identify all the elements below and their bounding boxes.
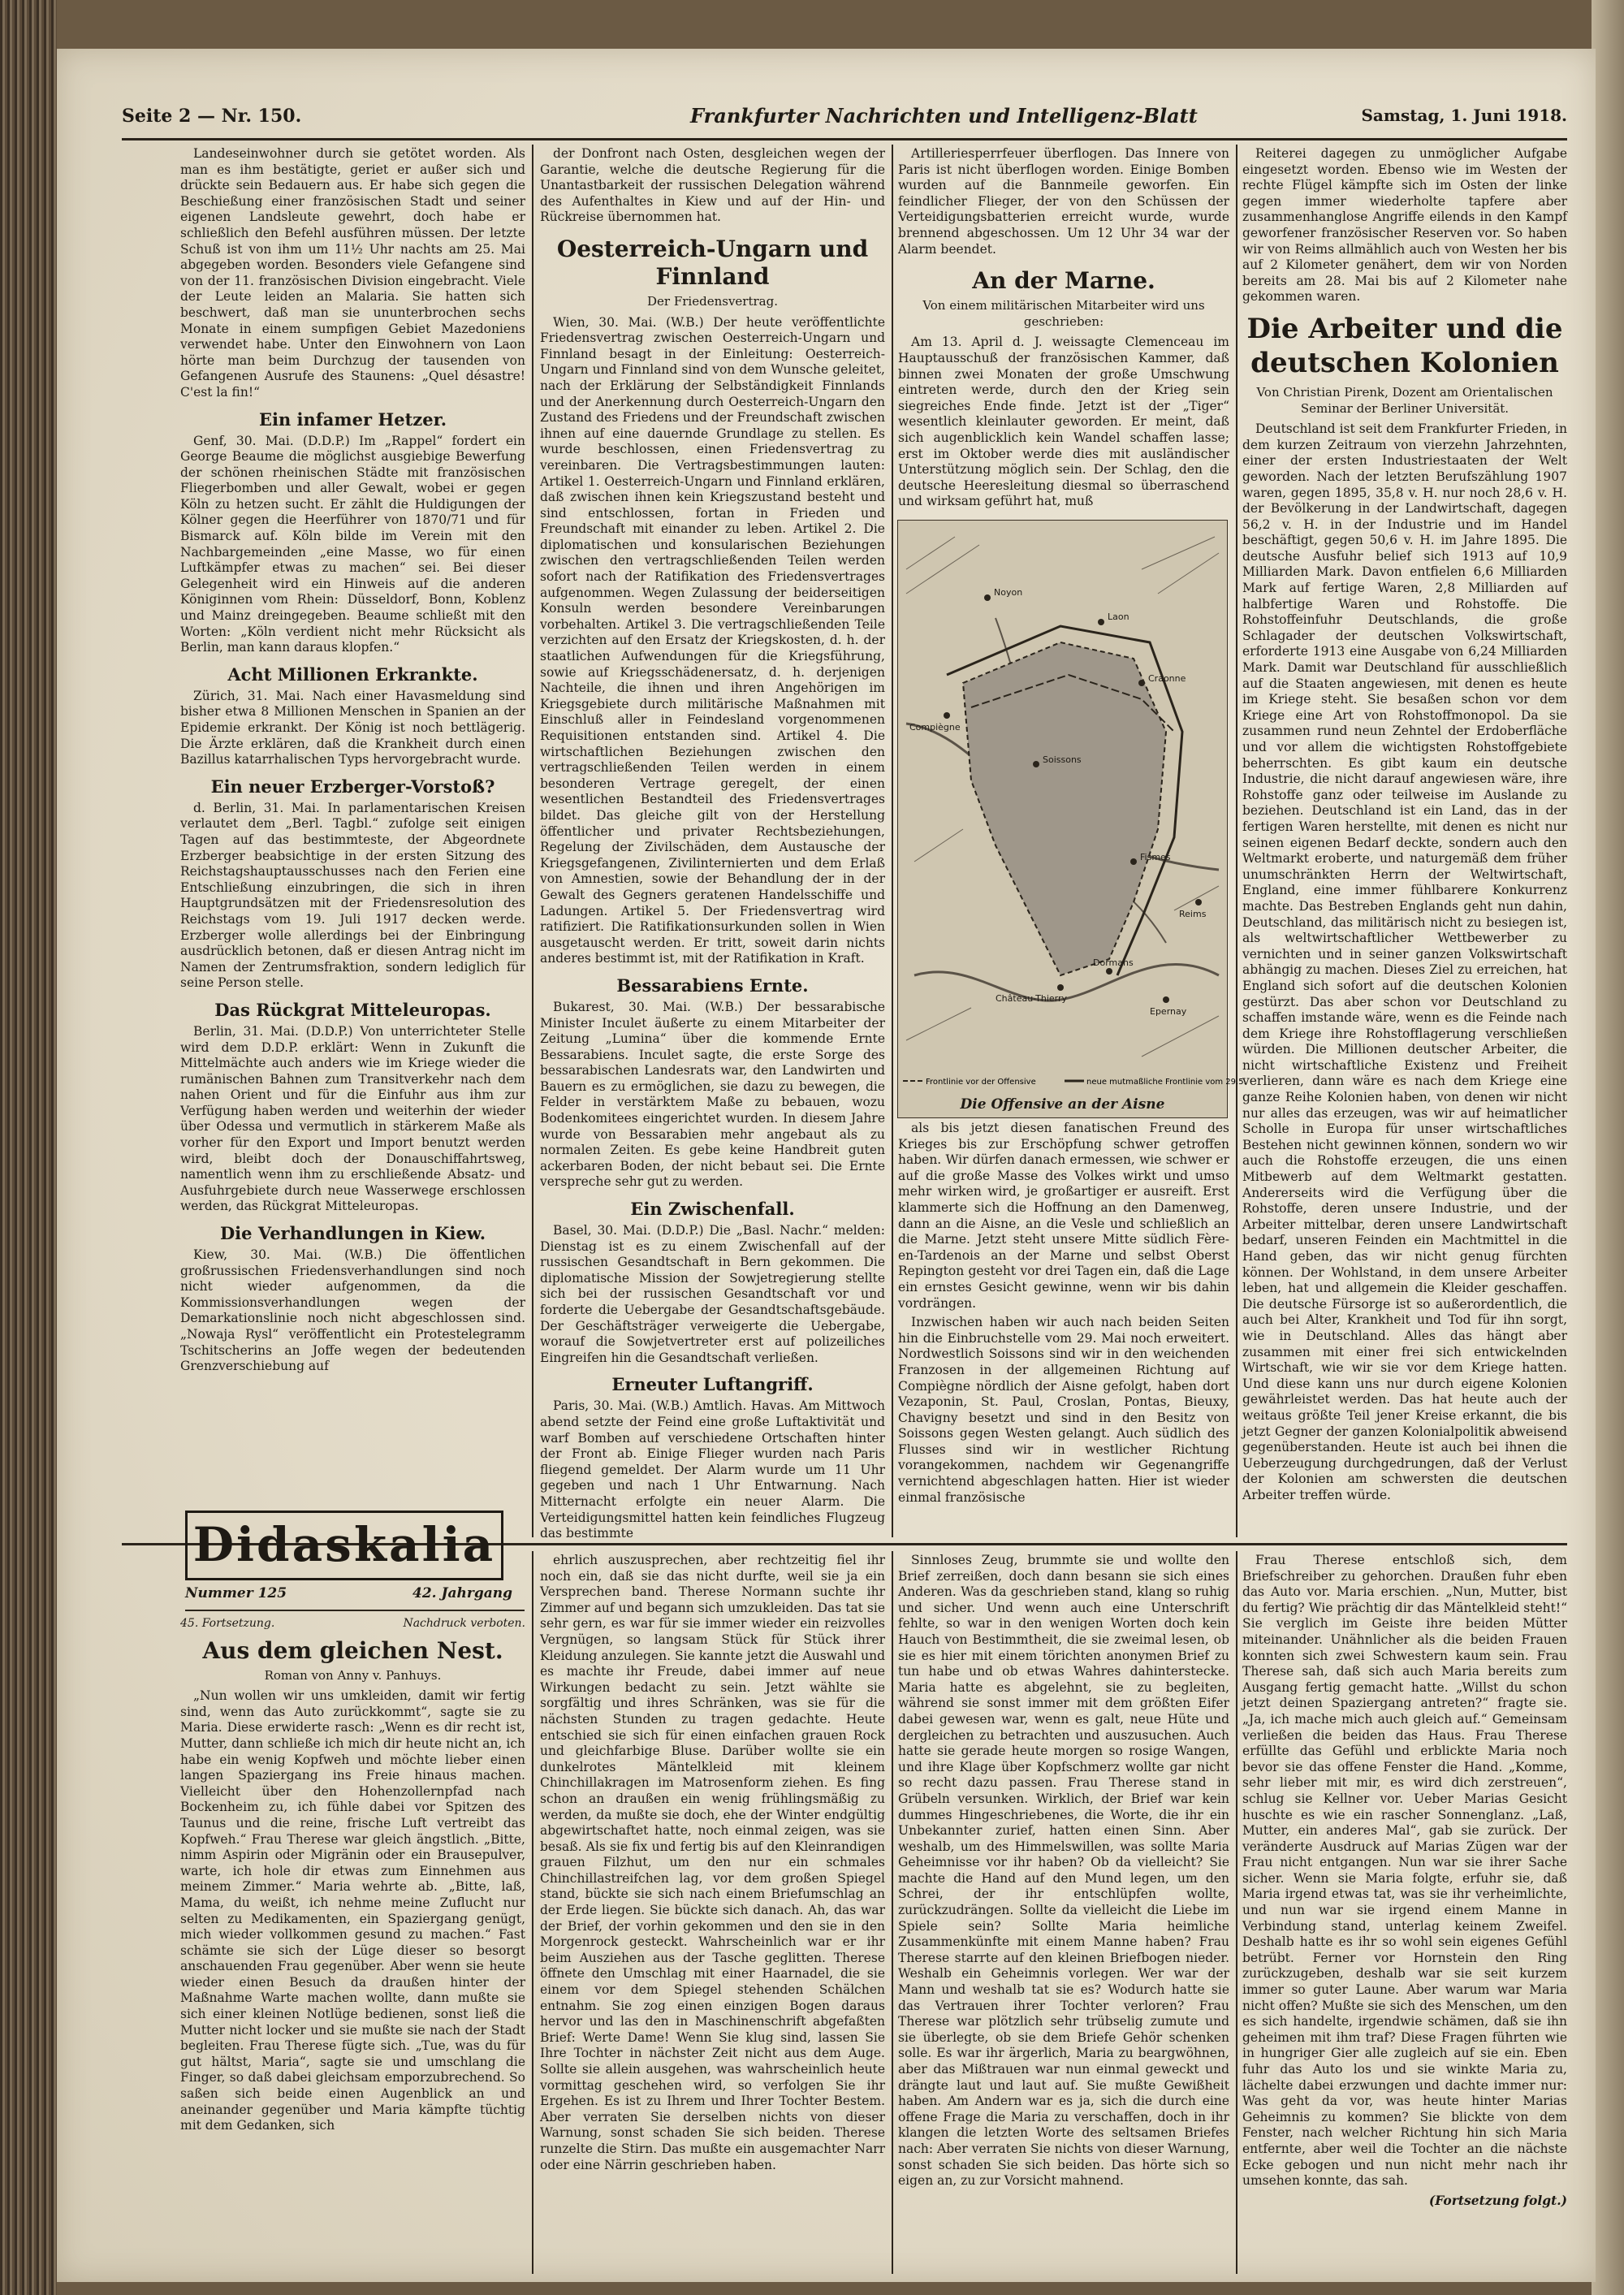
article-headline: Acht Millionen Erkrankte. bbox=[227, 663, 478, 685]
article-headline: Das Rückgrat Mitteleuropas. bbox=[214, 999, 491, 1020]
novel-text: „Nun wollen wir uns umkleiden, damit wir fertig sind, wenn das Auto zurückkommt“, sagte sie zu Maria. Diese erwiderte rasch: „Wenn es dir recht ist, Mutter, dann schließe ich mich dir heute nicht an, ich habe ein wenig Kopfweh und möchte lieber einen langen Spaziergang ins Freie hinaus machen. Vielleicht über den Hohenzollernpfad nach Bockenheim zu, ich fühle dabei vor Spitzen des Taunus und die reine, frische Luft vertreibt das Kopfweh.“ Frau Therese war gleich ängstlich. „Bitte, nimm Aspirin oder Migränin oder ein Brausepulver, warte, ich hole dir etwas zum Einnehmen aus meinem Zimmer.“ Maria wehrte ab. „Bitte, laß, Mama, du weißt, ich nehme meine Zuflucht nur selten zu Medikamenten, ein Spaziergang genügt, mich wieder vollkommen gesund zu machen.“ Fast schämte sie sich der Lüge dieser so besorgt anschauenden Frau gegenüber. Aber wenn sie heute wieder einen Besuch da draußen hinter der Maßnahme Warte machen wollte, dann mußte sie sich einer kleinen Notlüge bedienen, sonst ließ die Mutter nicht locker und sie mußte sie nach der Stadt begleiten. Frau Therese fügte sich. „Tue, was du für gut hältst, Maria“, sagte sie und umschlang die Finger, so daß dabei gleichsam emporzubrechend. So saßen sich beide einen Augenblick an und aneinander gegenüber und Maria kämpfte tüchtig mit dem Gedanken, sich bbox=[180, 1688, 525, 2133]
map-town-label: Soissons bbox=[1043, 754, 1082, 765]
town-dot bbox=[984, 594, 991, 601]
town-dot bbox=[1033, 761, 1039, 767]
feuilleton-title-rule bbox=[185, 1610, 525, 1611]
column-rule-2 bbox=[892, 145, 893, 1537]
column-rule-3 bbox=[1236, 145, 1237, 1537]
novel-to-be-continued: (Fortsetzung folgt.) bbox=[1428, 2192, 1567, 2208]
feuilleton-column-rule-2 bbox=[892, 1551, 893, 2274]
novel-text: ehrlich auszusprechen, aber rechtzeitig fiel ihr noch ein, daß sie das nicht durfte, weil sie ja ein Versprechen band. Therese Normann suchte ihr Zimmer auf und begann sich umzukleiden. Das tat sie sehr gern, es war für sie immer wieder ein reizvolles Vergnügen, so langsam Stück für Stück ihrer Kleidung anzulegen. Sie kannte jetzt die Auswahl und es machte ihr Freude, dabei immer auf neue Wirkungen bedacht zu sein. Jetzt wählte sie sorgfältig und ihres Schränken, was sie für die nächsten Stunden zu tragen gedachte. Heute entschied sie sich für einen einfachen grauen Rock und gleichfarbige Bluse. Darüber wollte sie ein dunkelrotes Mäntelkleid mit kleinem Chinchillakragen im Matrosenform ziehen. Es fing schon an draußen ein wenig frühlingsmäßig zu werden, da mußte sie doch, ehe der Winter endgültig abgewirtschaftet hatte, noch einmal zeigen, was sie besaß. Als sie fix und fertig bis auf den Kleinrandigen grauen Filzhut, um den nur ein schmales Chinchillastreifchen lag, vor dem großen Spiegel stand, bückte sie sich nach einem Briefumschlag an der Erde liegen. Sie bückte sich danach. Ah, das war der Brief, der vorhin gekommen und den sie in den Morgenrock gesteckt. Wahrscheinlich war er ihr beim Ausziehen aus der Tasche geglitten. Therese öffnete den Umschlag mit einer Haarnadel, die sie einem vor dem Spiegel stehenden Schälchen entnahm. Sie zog einen einzigen Bogen daraus hervor und las den in Maschinenschrift abgefaßten Brief: Werte Dame! Wenn Sie klug sind, lassen Sie Ihre Tochter in nächster Zeit nicht aus dem Auge. Sollte sie allein ausgehen, was wahrscheinlich heute vormittag geschehen wird, so verfolgen Sie ihr Ergehen. Es ist zu Ihrem und Ihrer Tochter Bestem. Aber verraten Sie derselben nichts von dieser Warnung, sonst schaden Sie sich beiden. Therese runzelte die Stirn. Das mußte ein ausgemachter Narr oder eine Närrin geschrieben haben. bbox=[540, 1553, 885, 2172]
town-dot bbox=[1195, 899, 1202, 905]
town-dot bbox=[1057, 984, 1064, 991]
book-spine-edge bbox=[0, 0, 57, 2295]
page-header bbox=[122, 97, 1567, 130]
novel-text: Sinnloses Zeug, brummte sie und wollte den Brief zerreißen, doch dann besann sie sich eines Anderen. Was da geschrieben stand, klang so ruhig und sicher. Und wenn auch eine Unterschrift fehlte, so war in den wenigen Worten doch kein Hauch von Bestimmtheit, die sie zweimal lesen, ob sie es hier mit einem törichten anonymen Brief zu tun habe und ob etwas Wahres dahinterstecke. Maria hatte es abgelehnt, sie zu begleiten, während sie sonst immer mit dem größten Eifer dabei gewesen war, wenn es galt, neue Hüte und dergleichen zu betrachten und auszusuchen. Auch hatte sie gerade heute morgen so rosige Wangen, und ihre Klage über Kopfschmerz wollte gar nicht so recht dazu passen. Frau Therese stand in Grübeln versunken. Wirklich, der Brief war kein dummes Hingeschriebenes, die Worte, die ihr ein Unbekannter zurief, hatten einen Sinn. Aber weshalb, um des Himmelswillen, was sollte Maria Geheimnisse vor ihr haben? Ob da vielleicht? Sie machte die Hand auf den Mund legen, um den Schrei, der ihr entschlüpfen wollte, zurückzudrängen. Sollte da vielleicht die Liebe im Spiele sein? Sollte Maria heimliche Zusammenkünfte mit einem Manne haben? Frau Therese starrte auf den kleinen Briefbogen nieder. Weshalb ein Geheimnis vorlegen. Wer war der Mann und weshalb tat sie es? Wodurch hatte sie das Vertrauen ihrer Tochter verloren? Frau Therese war plötzlich sehr trübselig zumute und sie überlegte, ob sie dem Briefe Gehör schenken solle. Es war ihr ärgerlich, Maria zu beargwöhnen, aber das Mißtrauen war nun einmal geweckt und drängte laut und laut auf. Sie mußte Gewißheit haben. Am Andern war es ja, sich die durch eine offene Frage die Maria zu verschaffen, doch in ihr klangen die letzten Worte des seltsamen Briefes nach: Aber verraten Sie nichts von dieser Warnung, sonst schaden Sie sich beiden. Das hörte sich so eigen an, zu zur Vorsicht mahnend. bbox=[898, 1553, 1229, 2189]
map-town-label: Reims bbox=[1179, 909, 1207, 919]
article-byline: Von Christian Pirenk, Dozent am Orientalischen Seminar der Berliner Universität. bbox=[1256, 384, 1553, 416]
marne-offensive-map bbox=[897, 520, 1246, 1118]
feuilleton-column-2 bbox=[540, 1553, 885, 2276]
article-text: Am 13. April d. J. weissagte Clemenceau im Hauptausschuß der französischen Kammer, daß binnen zwei Monaten der große Umschwung eintreten werde, durch den der Krieg sein siegreiches Ende finde. Jetzt ist der „Tiger“ wesentlich kleinlauter geworden. Er meint, daß sich augenblicklich kein Wandel schaffen lasse; erst im Oktober werde dies mit ausländischer Unterstützung möglich sein. Der Schlag, den die deutsche Heeresleitung diesmal so überraschend und wirksam geführt hat, muß bbox=[898, 335, 1229, 509]
article-text: Bukarest, 30. Mai. (W.B.) Der bessarabische Minister Inculet äußerte zu einem Mitarbeiter der Zeitung „Lumina“ über die kommende Ernte Bessarabiens. Inculet sagte, die erste Sorge des bessarabischen Landesrats war, den Landwirten und Bauern es zu ermöglichen, sie dazu zu bewegen, die Felder in verstärktem Maße zu bebauen, wozu Bodenkomitees eingerichtet wurden. In diesem Jahre wurde von Bessarabien mehr angebaut als zu normalen Zeiten. Es gebe keine Handbreit guten ackerbaren Boden, der nicht bebaut sei. Die Ernte verspreche sehr gut zu werden. bbox=[540, 999, 885, 1190]
novel-author: Roman von Anny v. Panhuys. bbox=[264, 1667, 442, 1683]
article-text: Landeseinwohner durch sie getötet worden. Als man es ihm bestätigte, geriet er außer sich und drückte sein Bedauern aus. Er habe sich gegen die Beschießung einer französischen Stadt und seiner eigenen Landsleute gewehrt, doch habe er schließlich den Befehl ausführen müssen. Der letzte Schuß ist von ihm um 11½ Uhr nachts am 25. Mai abgegeben worden. Besonders viele Gefangene sind von der 11. französischen Division eingebracht. Viele der Leute leiden an Malaria. Sie hatten sich beschwert, daß man sie ununterbrochen sechs Monate in einem sumpfigen Gebiet Mazedoniens verwendet habe. Unter den Einwohnern von Laon hörte man beim Durchzug der tausenden von Gefangenen Ausrufe des Staunens: „Quel désastre! C'est la fin!“ bbox=[180, 146, 525, 400]
article-headline: Bessarabiens Ernte. bbox=[616, 975, 809, 996]
map-town-label: Noyon bbox=[994, 587, 1023, 598]
article-headline: Ein infamer Hetzer. bbox=[258, 408, 447, 430]
article-headline: Ein Zwischenfall. bbox=[630, 1199, 795, 1220]
column-3-top bbox=[898, 146, 1229, 516]
map-graphic bbox=[898, 521, 1246, 1117]
article-text: Deutschland ist seit dem Frankfurter Frieden, in dem kurzen Zeitraum von vierzehn Jahrzehnten, einer der ersten Industriestaaten der Welt geworden. Nach der letzten Berufszählung 1907 waren, gegen 1895, 35,8 v. H. nur noch 28,6 v. H. der Bevölkerung in der Landwirtschaft, dagegen 56,2 v. H. in der Industrie und im Handel beschäftigt, gegen 50,6 v. H. im Jahre 1895. Die deutsche Ausfuhr belief sich 1913 auf 10,9 Milliarden Mark. Davon entfielen 6,6 Milliarden Mark auf fertige Waren, 2,8 Milliarden auf halbfertige Waren und Rohstoffe. Die Rohstoffeinfuhr Deutschlands, die große Schlagader der deutschen Volkswirtschaft, erforderte 1913 eine Ausgabe von 6,24 Milliarden Mark. Damit war Deutschland für ausschließlich auf die Staaten angewiesen, mit denen es heute im Kriege steht. Sie besaßen schon vor dem Kriege eine Art von Rohstoffmonopol. Da sie zusammen rund neun Zehntel der Erdoberfläche und vor allem die wichtigsten Rohstoffgebiete beherrschten. Es gibt kaum ein deutsche Industrie, die nicht darauf angewiesen wäre, ihre Rohstoffe ganz oder teilweise im Auslande zu beziehen. Deutschland ist ein Land, das in der fertigen Waren herstellte, mit denen es nicht nur seinen eigenen Bedarf deckte, sondern auch den Weltmarkt eroberte, und naturgemäß dem früher unumschränkten Herrn der Weltwirtschaft, England, eine immer fühlbarere Konkurrenz machte. Das Bestreben Englands geht nun dahin, Deutschland, das militärisch nicht zu besiegen ist, als weltwirtschaftlicher Wettbewerber zu vernichten und in seiner ganzen Volkswirtschaft abhängig zu machen. Dieses Ziel zu erreichen, hat England sich sofort auf die deutschen Kolonien gestürzt. Das aber schon vor Deutschland zu schaffen imstande wäre, wenn es die Feinde nach dem Kriege ihre Rohstofflagerung verschließen würden. Die Millionen deutscher Arbeiter, die nicht wirtschaftliche Existenz und Freiheit verlieren, dann wäre es nach dem Kriege eine ganze Reihe Kolonien haben, von denen wir nicht nur alles das erzeugen, was wir auf heimatlicher Scholle in Europa für unser wirtschaftliches Bestehen nicht gewinnen können, sondern wo wir auch die Rohstoffe erzeugen, die uns einen Mitbewerb auf dem Weltmarkt gestatten. Andererseits wird die Verfügung über die Rohstoffe, deren unsere Industrie, und der Arbeiter mittelbar, deren unsere Landwirtschaft bedarf, unseren Feinden ein Machtmittel in die Hand geben, das wir nicht genug fürchten können. Der Wohlstand, in dem unsere Arbeiter leben, hat und allgemein die Kleider geschaffen. Die deutsche Fürsorge ist so außerordentlich, die auch bei Alter, Krankheit und Tod für ihn sorgt, wie in Deutschland. Alles das hängt aber zusammen mit einer frei sich entwickelnden Wirtschaft, wie wir sie vor dem Kriege hatten. Und diese kann uns nur durch eigene Kolonien gewährleistet werden. Das hat heute auch der weitaus größte Teil jener Kreise erkannt, die bis jetzt Gegner der ganzen Kolonialpolitik abweisend gegenüberstanden. Heute ist auch bei ihnen die Ueberzeugung durchgedrungen, daß der Verlust der Kolonien am schwersten die deutschen Arbeiter treffen würde. bbox=[1242, 421, 1567, 1502]
article-text: Basel, 30. Mai. (D.D.P.) Die „Basl. Nachr.“ melden: Dienstag ist es zu einem Zwischenfall auf der russischen Gesandtschaft in Bern gekommen. Die diplomatische Mission der Sowjetregierung stellte sich bei der russischen Gesandtschaft vor und forderte die Uebergabe der Gesandtschaftsgebäude. Der Geschäftsträger verweigerte die Uebergabe, worauf die Sowjetvertreter erst auf polizeiliches Eingreifen hin die Gesandtschaft verließen. bbox=[540, 1223, 885, 1365]
legend-new-label: neue mutmaßliche Frontlinie vom 29.5. bbox=[1086, 1078, 1246, 1087]
novel-text: Frau Therese entschloß sich, dem Briefschreiber zu gehorchen. Draußen fuhr eben das Auto vor. Maria erschien. „Nun, Mutter, bist du fertig? Wie prächtig dir das Mäntelkleid steht!“ Sie verglich im Geiste ihre beiden Mütter miteinander. Unähnlicher als die beiden Frauen konnten sich zwei Schwestern kaum sein. Frau Therese sah, daß sich auch Maria bereits zum Ausgang fertig gemacht hatte. „Willst du schon jetzt deinen Spaziergang antreten?“ fragte sie. „Ja, ich mache mich auch gleich auf.“ Gemeinsam verließen die beiden das Haus. Frau Therese erfüllte das Gefühl und erblickte Maria noch bevor sie das offene Fenster die Hand. „Komme, sehr lieber mit mir, es wird dich zerstreuen“, schlug sie Kellner vor. Ueber Marias Gesicht huschte es wie ein rascher Sonnenglanz. „Laß, Mutter, ein anderes Mal“, gab sie zurück. Der veränderte Ausdruck auf Marias Zügen war der Frau nicht entgangen. Nun war sie ihrer Sache sicher. Wenn sie Maria folgte, erfuhr sie, daß Maria irgend etwas tat, was sie ihr verheimlichte, und nun war sie irgend einem Manne in Verbindung stand, unterlag keinem Zweifel. Deshalb hatte es ihr so wohl sein eigenes Gefühl betrübt. Ferner vor Hornstein den Ring zurückzugeben, deshalb war sie seit kurzem immer so guter Laune. Aber warum war Maria nicht offen? Mußte sie sich des Menschen, um den es sich handelte, irgendwie schämen, daß sie ihn geheimen mit ihm traf? Diese Fragen führten wie in hungriger Gier alle zugleich auf sie ein. Eben fuhr das Auto los und sie winkte Maria zu, lächelte dabei erzwungen und dachte immer nur: Was geht da vor, was heute hinter Marias Geheimnis zu kommen? Sie blickte von dem Fenster, nach welcher Richtung hin sich Maria entfernte, aber weil die Tochter an die nächste Ecke gebogen und nun nicht mehr nach ihr umsehen konnte, das sah. bbox=[1242, 1553, 1567, 2189]
article-text: d. Berlin, 31. Mai. In parlamentarischen Kreisen verlautet dem „Berl. Tagbl.“ zufolge seit einigen Tagen auf das bestimmteste, der Abgeordnete Erzberger beabsichtige in der ersten Sitzung des Reichstagshauptausschusses nach den Ferien eine Entschließung einzubringen, die sich in ihren Hauptgrundsätzen mit der Friedensresolution des Reichstags vom 19. Juli 1917 decken werde. Erzberger wolle allerdings bei der Einbringung ausdrücklich betonen, daß er diesen Antrag nicht im Namen der Zentrumsfraktion, sondern lediglich für seine Person stelle. bbox=[180, 800, 525, 991]
article-subheadline: Von einem militärischen Mitarbeiter wird uns geschrieben: bbox=[922, 298, 1205, 329]
article-text: Artilleriesperrfeuer überflogen. Das Innere von Paris ist nicht überflogen worden. Einige Bomben wurden auf die Bannmeile geworfen. Ein feindlicher Flieger, der von den Schüssen der Verteidigungsbatterien erreicht wurde, wurde brennend abgeschossen. Um 12 Uhr 34 war der Alarm beendet. bbox=[898, 146, 1229, 257]
town-dot bbox=[1106, 968, 1112, 975]
feuilleton-column-4 bbox=[1242, 1553, 1567, 2276]
town-dot bbox=[1138, 680, 1145, 686]
header-masthead: Frankfurter Nachrichten und Intelligenz-Blatt bbox=[690, 104, 1198, 128]
article-headline: An der Marne. bbox=[972, 267, 1155, 295]
map-town-label: Château-Thierry bbox=[996, 993, 1068, 1004]
feuilleton-issue-number: Nummer 125 bbox=[185, 1585, 287, 1601]
column-4 bbox=[1242, 146, 1567, 1539]
article-text: Inzwischen haben wir auch nach beiden Seiten hin die Einbruchstelle vom 29. Mai noch erweitert. Nordwestlich Soissons sind wir in den weichenden Franzosen in der allgemeinen Richtung auf Compiègne nördlich der Aisne gefolgt, haben dort Vezaponin, St. Paul, Croslan, Pontas, Bieuxy, Chavigny besetzt und sind in den Besitz von Soissons gegen Westen gelangt. Auch südlich des Flusses sind wir in westlicher Richtung vorangekommen, nachdem wir Gegenangriffe vernichtend abgeschlagen hatten. Hier ist wieder einmal französische bbox=[898, 1315, 1229, 1505]
feuilleton-column-3 bbox=[898, 1553, 1229, 2276]
article-text: Berlin, 31. Mai. (D.D.P.) Von unterrichteter Stelle wird dem D.D.P. erklärt: Wenn in Zukunft die Mittelmächte auch anders wie im Kriege wieder die rumänischen Bahnen zum Transitverkehr nach dem nahen Orient und für die Einfuhr aus ihm zur Verfügung haben werden und weiterhin der wieder über Odessa und vermutlich in stärkerem Maße als vorher für den Export und Import benutzt werden wird, bleibt doch der Donauschiffahrtsweg, namentlich wenn ihm zu erschließende Absatz- und Ausfuhrgebiete durch neue Wasserwege erschlossen werden, das Rückgrat Mitteleuropas. bbox=[180, 1023, 525, 1214]
article-text: Zürich, 31. Mai. Nach einer Havasmeldung sind bisher etwa 8 Millionen Menschen in Spanien an der Epidemie erkrankt. Der König ist noch bettlägerig. Die Ärzte erklären, daß die Krankheit durch einen Bazillus katarrhalischen Typs hervorgebracht wurde. bbox=[180, 688, 525, 767]
header-rule bbox=[122, 138, 1567, 140]
feuilleton-column-1 bbox=[180, 1616, 525, 2274]
map-town-label: Craonne bbox=[1148, 673, 1186, 684]
novel-title: Aus dem gleichen Nest. bbox=[202, 1636, 503, 1664]
article-headline: Erneuter Luftangriff. bbox=[611, 1374, 814, 1395]
map-town-label: Epernay bbox=[1150, 1006, 1187, 1017]
header-date: Samstag, 1. Juni 1918. bbox=[1361, 106, 1567, 125]
feuilleton-volume: 42. Jahrgang bbox=[412, 1585, 513, 1601]
feuilleton-copyright: Nachdruck verboten. bbox=[403, 1617, 525, 1630]
article-headline: Die Arbeiter und die deutschen Kolonien bbox=[1246, 312, 1563, 379]
map-town-label: Dormans bbox=[1093, 957, 1134, 968]
legend-old-label: Frontlinie vor der Offensive bbox=[926, 1078, 1036, 1087]
article-text: Wien, 30. Mai. (W.B.) Der heute veröffentlichte Friedensvertrag zwischen Oesterreich-Ungarn und Finnland besagt in der Einleitung: Oesterreich-Ungarn und Finnland sind von dem Wunsche geleitet, nach der Erklärung der Selbständigkeit Finnlands und der Anerkennung durch Oesterreich-Ungarn den Zustand des Friedens und der Freundschaft zwischen ihnen auf eine dauernde Grundlage zu stellen. Es wurde beschlossen, einen Friedensvertrag zu vereinbaren. Die Vertragsbestimmungen lauten: Artikel 1. Oesterreich-Ungarn und Finnland erklären, daß zwischen ihnen kein Kriegszustand besteht und sind entschlossen, fortan in Frieden und Freundschaft mit einander zu leben. Artikel 2. Die diplomatischen und konsularischen Beziehungen zwischen den vertragschließenden Teilen werden sofort nach der Ratifikation des Friedensvertrages aufgenommen. Wegen Zulassung der beiderseitigen Konsuln werden besondere Vereinbarungen vorbehalten. Artikel 3. Die vertragschließenden Teile verzichten auf den Ersatz der Kriegskosten, d. h. der staatlichen Aufwendungen für die Kriegsführung, sowie auf Kriegsschädenersatz, d. h. derjenigen Nachteile, die ihnen und ihren Angehörigen im Kriegsgebiete durch militärische Maßnahmen mit Einschluß aller in Feindesland vorgenommenen Requisitionen entstanden sind. Artikel 4. Die wirtschaftlichen Beziehungen zwischen den vertragschließenden Teilen werden in einem besonderen Vertrage geregelt, der einen wesentlichen Bestandteil des Friedensvertrages bildet. Das gleiche gilt von der Herstellung öffentlicher und privater Rechtsbeziehungen, Regelung der Zivilschäden, dem Austausche der Kriegsgefangenen, Zivilinternierten und dem Erlaß von Amnestien, sowie der Behandlung der in der Gewalt des Gegners geratenen Handelsschiffe und Ladungen. Artikel 5. Der Friedensvertrag wird ratifiziert. Die Ratifikationsurkunden sollen in Wien ausgetauscht werden. Er tritt, soweit darin nichts anderes bestimmt ist, mit der Ratifikation in Kraft. bbox=[540, 314, 885, 966]
article-headline: Oesterreich-Ungarn und Finnland bbox=[556, 235, 869, 290]
town-dot bbox=[1130, 858, 1137, 865]
article-text: der Donfront nach Osten, desgleichen wegen der Garantie, welche die deutsche Regierung für die Unantastbarkeit der russischen Delegation während des Aufenthaltes in Kiew und auf der Hin- und Rückreise übernommen hat. bbox=[540, 146, 885, 225]
town-dot bbox=[1163, 996, 1169, 1003]
page-edge-right bbox=[1592, 0, 1624, 2295]
map-town-label: Fismes bbox=[1140, 852, 1171, 862]
article-headline: Die Verhandlungen in Kiew. bbox=[219, 1223, 486, 1244]
article-headline: Ein neuer Erzberger-Vorstoß? bbox=[210, 776, 495, 797]
column-2 bbox=[540, 146, 885, 1539]
feuilleton-continuation: 45. Fortsetzung. bbox=[180, 1617, 275, 1630]
feuilleton-title: Didaskalia bbox=[185, 1511, 503, 1580]
article-text: Reiterei dagegen zu unmöglicher Aufgabe eingesetzt worden. Ebenso wie im Westen der rechte Flügel kämpfte sich im Osten der linke gegen immer wiederholte tapfere aber zusammenhanglose Angriffe eilends in den Kampf geworfener französischer Reserven vor. So haben wir von Reims allmählich auch von Westen her bis auf 2 Kilometer genähert, dem wir von Norden bereits am 28. Mai bis auf 2 Kilometer nahe gekommen waren. bbox=[1242, 146, 1567, 305]
town-dot bbox=[1098, 619, 1104, 625]
map-town-label: Laon bbox=[1108, 612, 1129, 622]
feuilleton-column-rule-3 bbox=[1236, 1551, 1237, 2274]
column-1 bbox=[180, 146, 525, 1539]
article-text: Genf, 30. Mai. (D.D.P.) Im „Rappel“ fordert ein George Beaume die möglichst ausgiebige Bewerfung der schönen rheinischen Städte mit französischen Fliegerbomben und aller Gewalt, wobei er gegen Köln zu hetzen sucht. Er zählt die Huldigungen der Kölner gegen die Heerführer von 1870/71 und für Bismarck auf. Köln bilde im Verein mit den Nachbargemeinden „eine Masse, wo für einen Luftkämpfer etwas zu machen“ sei. Bei dieser Gelegenheit wird ein Hinweis auf die anderen Königinnen vom Rhein: Düsseldorf, Bonn, Koblenz und Mainz dreingegeben. Beaume schließt mit den Worten: „Köln verdient nicht mehr Rücksicht als Berlin, man kann daraus klopfen.“ bbox=[180, 433, 525, 655]
article-subheadline: Der Friedensvertrag. bbox=[647, 293, 778, 309]
feuilleton-column-rule-1 bbox=[532, 1551, 533, 2274]
article-text: Kiew, 30. Mai. (W.B.) Die öffentlichen großrussischen Friedensverhandlungen sind noch nicht wieder aufgenommen, da die Kommissionsverhandlungen wegen der Demarkationslinie noch nicht abgeschlossen sind. „Nowaja Rysl“ veröffentlicht ein Protestelegramm Tschitscherins an Joffe wegen der bedeutenden Grenzverschiebung auf bbox=[180, 1247, 525, 1374]
map-town-label: Compiègne bbox=[909, 722, 961, 733]
header-page-number: Seite 2 — Nr. 150. bbox=[122, 106, 302, 127]
article-text: als bis jetzt diesen fanatischen Freund des Krieges bis zur Erschöpfung schwer getroffen haben. Wir dürfen danach ermessen, wie schwer er auf die große Masse des Volkes wirkt und umso mehr wirken wird, je großartiger er ausreift. Erst klammerte sich die Hoffnung an den Damenweg, dann an die Aisne, an die Vesle und schließlich an die Marne. Jetzt steht unsere Mitte südlich Fère-en-Tardenois an der Marne und selbst Oberst Repington gesteht vor drei Tagen ein, daß die Lage ein ernstes Gesicht gewinne, wenn wir bis dahin vordrängen. bbox=[898, 1121, 1229, 1311]
town-dot bbox=[944, 712, 950, 719]
column-3-bottom bbox=[898, 1121, 1229, 1539]
column-rule-1 bbox=[532, 145, 533, 1537]
article-text: Paris, 30. Mai. (W.B.) Amtlich. Havas. Am Mittwoch abend setzte der Feind eine große Luftaktivität und warf Bomben auf verschiedene Ortschaften hinter der Front ab. Einige Flieger wurden nach Paris fliegend gemeldet. Der Alarm wurde um 11 Uhr gegeben und nach 1 Uhr Entwarnung. Nach Mitternacht erfolgte ein neuer Alarm. Die Verteidigungsmittel hatten kein feindliches Flugzeug das bestimmte bbox=[540, 1398, 885, 1541]
map-caption: Die Offensive an der Aisne bbox=[960, 1096, 1165, 1113]
